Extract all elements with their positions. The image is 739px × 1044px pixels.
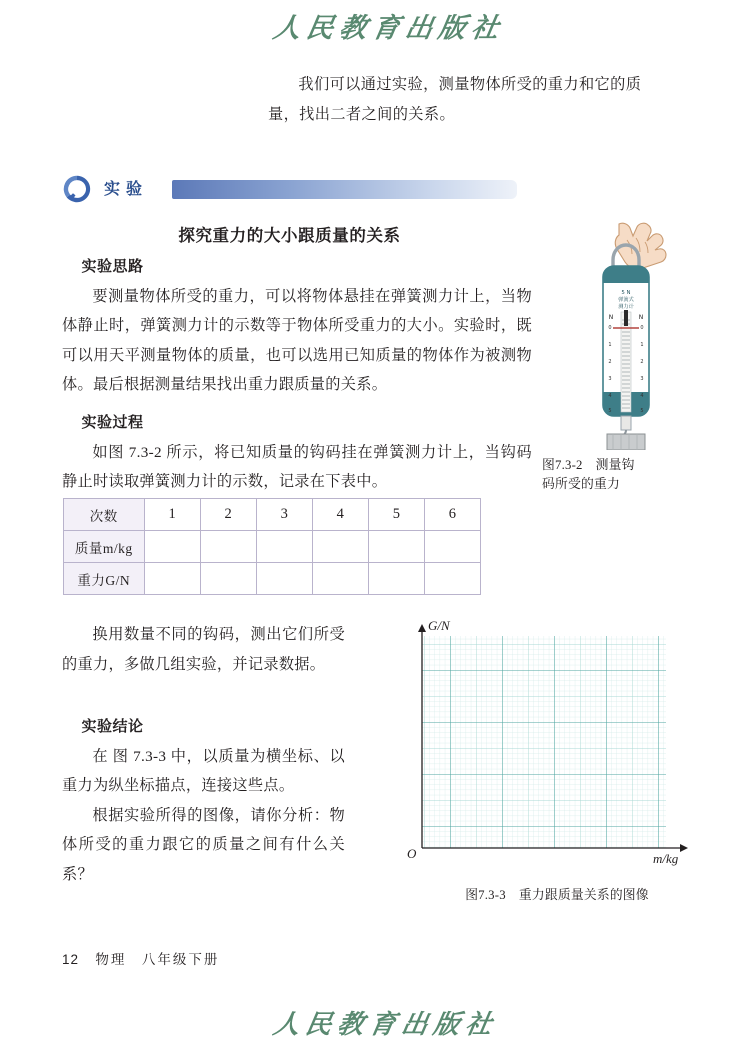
hook-shaft [621, 416, 631, 430]
idea-heading: 实验思路 [81, 258, 144, 275]
origin-label: O [407, 846, 417, 861]
process-heading: 实验过程 [81, 414, 144, 431]
mass-cell-4[interactable] [312, 531, 368, 563]
mass-cell-3[interactable] [256, 531, 312, 563]
book-title: 物理 八年级下册 [95, 952, 220, 967]
swirl-circle-icon [62, 174, 92, 204]
x-axis-label: m/kg [653, 851, 679, 866]
scale-cap-top [603, 266, 649, 283]
intro-paragraph [268, 70, 676, 130]
row-label-gravity: 重力G/N [64, 563, 145, 595]
mass-cell-5[interactable] [368, 531, 424, 563]
more-trials-paragraph [62, 620, 345, 679]
svg-text:弹簧式: 弹簧式 [618, 297, 634, 303]
spring-scale-illustration [541, 222, 711, 450]
svg-text:3: 3 [640, 376, 644, 382]
trial-1: 1 [144, 499, 200, 531]
table-row-trials [64, 499, 481, 531]
experiment-banner [62, 172, 517, 206]
svg-text:N: N [608, 314, 614, 321]
svg-text:4: 4 [640, 393, 644, 399]
experiment-idea-section [62, 252, 532, 400]
trial-2: 2 [200, 499, 256, 531]
conclusion-heading: 实验结论 [81, 718, 144, 735]
spring-column [621, 312, 631, 412]
mass-cell-2[interactable] [200, 531, 256, 563]
banner-gradient-bar [172, 180, 517, 199]
more-trials-text: 换用数量不同的钩码，测出它们所受的重力，多做几组实验，并记录数据。 [62, 626, 345, 673]
conclusion-text-1: 在 图 7.3-3 中，以质量为横坐标、以重力为纵坐标描点，连接这些点。 [62, 747, 345, 794]
conclusion-text-2: 根据实验所得的图像，请你分析：物体所受的重力跟它的质量之间有什么关系？ [62, 806, 345, 883]
hook-weight [607, 434, 645, 450]
figure-7-3-2-caption [536, 456, 716, 494]
trial-4: 4 [312, 499, 368, 531]
process-text: 如图 7.3-2 所示，将已知质量的钩码挂在弹簧测力计上，当钩码静止时读取弹簧测力计的示数，记录在下表中。 [62, 443, 532, 490]
figure-7-3-3-caption: 图7.3-3 重力跟质量关系的图像 [465, 888, 649, 902]
figure-7-3-2-caption-line-2: 码所受的重力 [542, 477, 620, 491]
svg-text:0: 0 [640, 325, 644, 331]
svg-text:0: 0 [608, 325, 612, 331]
mass-cell-6[interactable] [424, 531, 480, 563]
svg-text:2: 2 [608, 359, 612, 365]
svg-text:2: 2 [640, 359, 644, 365]
trial-6: 6 [424, 499, 480, 531]
trial-5: 5 [368, 499, 424, 531]
figure-7-3-2-caption-line-1: 图7.3-2 测量钩 [542, 458, 635, 472]
page-footer [62, 948, 219, 968]
figure-7-3-2 [536, 222, 716, 494]
x-axis-arrow [680, 844, 688, 852]
svg-text:5: 5 [608, 408, 612, 414]
gravity-cell-1[interactable] [144, 563, 200, 595]
gravity-cell-4[interactable] [312, 563, 368, 595]
y-axis-arrow [418, 624, 426, 632]
row-label-trial: 次数 [64, 499, 145, 531]
experiment-process-section [62, 408, 532, 497]
svg-text:5: 5 [640, 408, 644, 414]
figure-7-3-3 [398, 618, 716, 903]
experiment-title: 探究重力的大小跟质量的关系 [178, 227, 401, 245]
publisher-logo-bottom: 人民教育出版社 [271, 1010, 501, 1039]
grid-area [422, 636, 666, 848]
graph-plot [398, 618, 698, 880]
gravity-cell-3[interactable] [256, 563, 312, 595]
intro-line-1: 我们可以通过实验，测量物体所受的重力和它的质 [298, 76, 642, 93]
svg-text:N: N [638, 314, 644, 321]
gravity-cell-2[interactable] [200, 563, 256, 595]
svg-text:1: 1 [640, 342, 644, 348]
table-row-mass [64, 531, 481, 563]
spring-top-bar [624, 310, 628, 326]
page-number: 12 [62, 952, 80, 967]
gravity-cell-6[interactable] [424, 563, 480, 595]
table-row-gravity [64, 563, 481, 595]
svg-text:5 N: 5 N [621, 290, 631, 296]
svg-text:测力计: 测力计 [618, 304, 634, 310]
publisher-logo-top: 人民教育出版社 [270, 13, 508, 43]
measurement-table [63, 498, 481, 595]
intro-line-2: 量，找出二者之间的关系。 [268, 106, 456, 123]
svg-text:1: 1 [608, 342, 612, 348]
trial-3: 3 [256, 499, 312, 531]
mass-cell-1[interactable] [144, 531, 200, 563]
idea-text: 要测量物体所受的重力，可以将物体悬挂在弹簧测力计上，当物体静止时，弹簧测力计的示数等于物体所受重力的大小。实验时，既可以用天平测量物体的质量，也可以选用已知质量的物体作为被测物体。最后根据测量结果找出重力跟质量的关系。 [62, 287, 532, 393]
svg-text:4: 4 [608, 393, 612, 399]
svg-text:3: 3 [608, 376, 612, 382]
row-label-mass: 质量m/kg [64, 531, 145, 563]
banner-label: 实验 [104, 181, 149, 198]
conclusion-section [62, 712, 345, 889]
gravity-cell-5[interactable] [368, 563, 424, 595]
y-axis-label: G/N [428, 618, 450, 633]
